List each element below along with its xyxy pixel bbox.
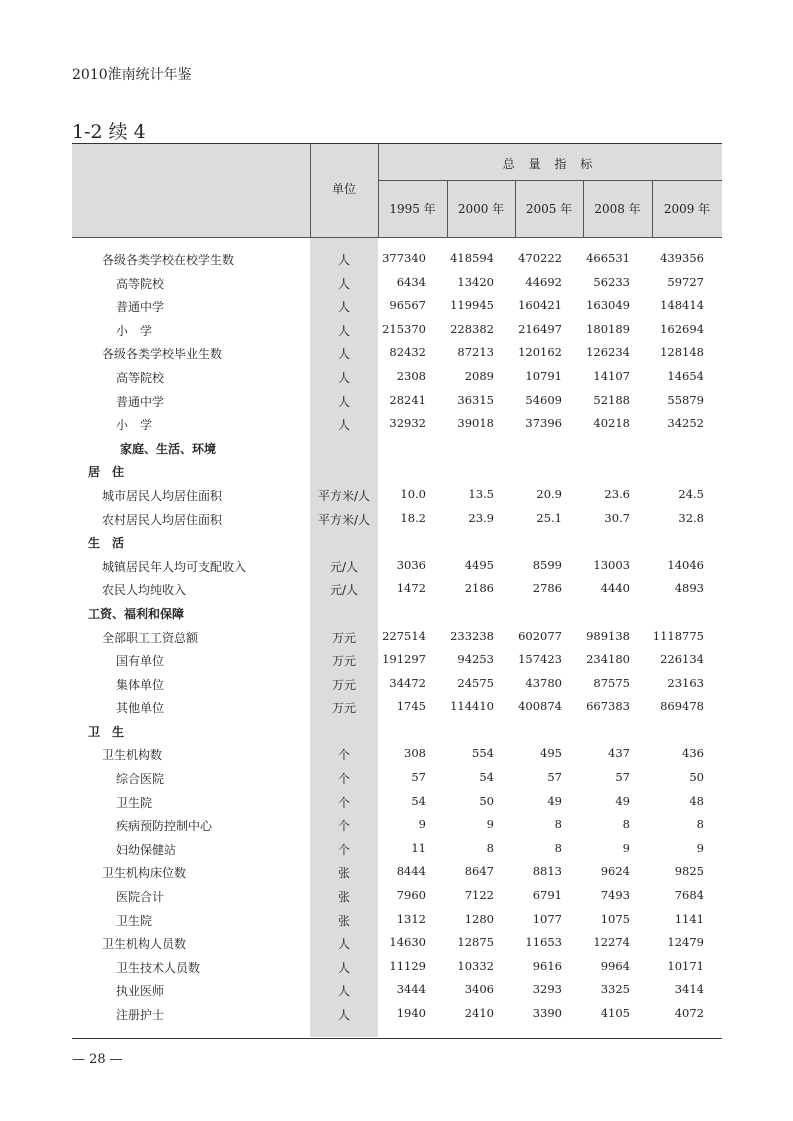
- row-unit: 人: [337, 1008, 350, 1022]
- row-label: 卫生机构床位数: [102, 866, 187, 881]
- table-row: [72, 837, 722, 861]
- cell-value: 49: [547, 793, 562, 808]
- cell-value: 400874: [518, 699, 562, 714]
- cell-value: 14654: [667, 368, 704, 383]
- row-unit: 人: [337, 370, 350, 385]
- cell-value: 10.0: [400, 486, 426, 501]
- cell-value: 227514: [382, 628, 426, 643]
- row-label: 城市居民人均居住面积: [102, 488, 223, 503]
- header-year-1995: 1995 年: [389, 202, 436, 216]
- table-row: [72, 507, 722, 531]
- cell-value: 52188: [593, 392, 630, 407]
- row-unit: 元/人: [329, 583, 359, 598]
- page-number: — 28 —: [72, 1052, 123, 1067]
- table-row: [72, 294, 722, 318]
- row-label: 普通中学: [116, 394, 165, 409]
- row-label: 综合医院: [116, 772, 165, 787]
- cell-value: 14630: [389, 935, 426, 950]
- cell-value: 23.6: [604, 486, 630, 501]
- row-label: 卫生院: [116, 913, 153, 928]
- table-row: [72, 247, 722, 271]
- header-total-indicators: 总 量 指 标: [502, 157, 598, 171]
- row-unit: 人: [337, 984, 350, 999]
- cell-value: 11653: [525, 935, 562, 950]
- row-unit: 人: [337, 253, 350, 267]
- row-label: 小 学: [116, 418, 153, 433]
- cell-value: 466531: [586, 251, 630, 265]
- row-label: 居 住: [88, 465, 125, 480]
- row-unit: 人: [337, 300, 350, 315]
- row-unit: 万元: [331, 630, 356, 645]
- table-body: [72, 247, 722, 1026]
- table-row: [72, 554, 722, 578]
- row-unit: 平方米/人: [317, 488, 371, 503]
- cell-value: 120162: [518, 345, 562, 360]
- cell-value: 602077: [518, 628, 562, 643]
- cell-value: 50: [479, 793, 494, 808]
- cell-value: 1745: [396, 699, 426, 714]
- row-unit: 平方米/人: [317, 512, 371, 527]
- table-row: [72, 908, 722, 932]
- table-row: [72, 672, 722, 696]
- cell-value: 44692: [525, 274, 562, 289]
- cell-value: 9624: [600, 864, 630, 879]
- row-unit: 人: [337, 960, 350, 975]
- table-row: [72, 577, 722, 601]
- cell-value: 114410: [450, 699, 494, 714]
- row-label: 集体单位: [116, 677, 165, 692]
- cell-value: 157423: [518, 652, 562, 667]
- cell-value: 43780: [525, 675, 562, 690]
- cell-value: 10791: [525, 368, 562, 383]
- row-label: 卫生院: [116, 795, 153, 810]
- cell-value: 87213: [457, 345, 494, 360]
- row-unit: 个: [337, 819, 350, 834]
- section-row: [72, 530, 722, 554]
- cell-value: 3036: [396, 557, 426, 572]
- cell-value: 4440: [600, 581, 630, 596]
- cell-value: 126234: [586, 345, 630, 360]
- cell-value: 7122: [464, 888, 494, 903]
- running-header: 2010淮南统计年鉴: [72, 67, 192, 83]
- row-unit: 张: [337, 866, 350, 881]
- cell-value: 57: [411, 770, 426, 785]
- cell-value: 82432: [389, 345, 426, 360]
- cell-value: 216497: [518, 321, 562, 336]
- row-unit: 人: [337, 276, 350, 291]
- row-label: 普通中学: [116, 300, 165, 315]
- cell-value: 56233: [593, 274, 630, 289]
- cell-value: 228382: [450, 321, 494, 336]
- cell-value: 9825: [674, 864, 704, 879]
- cell-value: 439356: [660, 251, 704, 265]
- cell-value: 308: [404, 746, 426, 761]
- row-unit: 张: [337, 913, 350, 928]
- table-title: 1-2 续 4: [72, 121, 146, 143]
- row-unit: 人: [337, 394, 350, 409]
- cell-value: 8647: [464, 864, 494, 879]
- cell-value: 13420: [457, 274, 494, 289]
- cell-value: 233238: [450, 628, 494, 643]
- cell-value: 25.1: [536, 510, 562, 525]
- cell-value: 9: [696, 840, 704, 855]
- cell-value: 54609: [525, 392, 562, 407]
- table-row: [72, 483, 722, 507]
- cell-value: 437: [608, 746, 630, 761]
- row-unit: 个: [337, 795, 350, 810]
- row-label: 全部职工工资总额: [102, 630, 199, 645]
- table-row: [72, 341, 722, 365]
- cell-value: 8: [554, 840, 562, 855]
- row-unit: 个: [337, 748, 350, 763]
- cell-value: 8813: [532, 864, 562, 879]
- cell-value: 3390: [532, 1006, 562, 1020]
- cell-value: 11129: [389, 958, 426, 973]
- cell-value: 8: [486, 840, 494, 855]
- cell-value: 215370: [382, 321, 426, 336]
- cell-value: 54: [479, 770, 494, 785]
- cell-value: 1312: [396, 911, 426, 926]
- row-label: 生 活: [88, 536, 125, 551]
- cell-value: 2308: [396, 368, 426, 383]
- row-unit: 万元: [331, 701, 356, 716]
- cell-value: 49: [615, 793, 630, 808]
- cell-value: 470222: [518, 251, 562, 265]
- cell-value: 50: [689, 770, 704, 785]
- cell-value: 94253: [457, 652, 494, 667]
- header-bottom-rule: [72, 237, 722, 238]
- table-row: [72, 978, 722, 1002]
- row-label: 农村居民人均居住面积: [102, 512, 223, 527]
- table-row: [72, 695, 722, 719]
- header-year-2009: 2009 年: [663, 202, 711, 216]
- header-year-2005: 2005 年: [525, 202, 573, 216]
- cell-value: 32.8: [678, 510, 704, 525]
- cell-value: 36315: [457, 392, 494, 407]
- table-row: [72, 412, 722, 436]
- cell-value: 8: [696, 817, 704, 832]
- cell-value: 7960: [396, 888, 426, 903]
- row-label: 其他单位: [116, 701, 165, 716]
- cell-value: 4495: [464, 557, 494, 572]
- cell-value: 160421: [518, 298, 562, 313]
- row-unit: 人: [337, 937, 350, 952]
- cell-value: 13003: [593, 557, 630, 572]
- cell-value: 148414: [660, 298, 704, 313]
- cell-value: 495: [540, 746, 562, 761]
- cell-value: 180189: [586, 321, 630, 336]
- row-label: 各级各类学校在校学生数: [102, 253, 235, 267]
- section-row: [72, 436, 722, 460]
- cell-value: 39018: [457, 416, 494, 431]
- row-unit: 人: [337, 323, 350, 338]
- row-label: 卫生机构人员数: [102, 937, 187, 952]
- cell-value: 1141: [674, 911, 704, 926]
- row-label: 注册护士: [116, 1008, 165, 1022]
- header-divider: [378, 180, 722, 181]
- row-label: 疾病预防控制中心: [116, 819, 213, 834]
- cell-value: 3325: [600, 982, 630, 997]
- row-unit: 万元: [331, 654, 356, 669]
- cell-value: 54: [411, 793, 426, 808]
- cell-value: 9964: [600, 958, 630, 973]
- table-row: [72, 389, 722, 413]
- table-row: [72, 884, 722, 908]
- table-row: [72, 648, 722, 672]
- cell-value: 554: [472, 746, 494, 761]
- cell-value: 34252: [667, 416, 704, 431]
- cell-value: 1472: [396, 581, 426, 596]
- cell-value: 7493: [600, 888, 630, 903]
- cell-value: 23163: [667, 675, 704, 690]
- cell-value: 8444: [396, 864, 426, 879]
- cell-value: 2186: [464, 581, 494, 596]
- cell-value: 9616: [532, 958, 562, 973]
- cell-value: 30.7: [604, 510, 630, 525]
- row-label: 妇幼保健站: [116, 842, 177, 857]
- row-label: 卫 生: [88, 724, 125, 739]
- cell-value: 8599: [532, 557, 562, 572]
- cell-value: 48: [689, 793, 704, 808]
- row-label: 城镇居民年人均可支配收入: [102, 559, 247, 574]
- cell-value: 1075: [600, 911, 630, 926]
- table-row: [72, 813, 722, 837]
- cell-value: 55879: [667, 392, 704, 407]
- cell-value: 11: [411, 840, 426, 855]
- cell-value: 667383: [586, 699, 630, 714]
- row-label: 卫生机构数: [102, 748, 163, 763]
- cell-value: 23.9: [468, 510, 494, 525]
- cell-value: 12274: [593, 935, 630, 950]
- cell-value: 34472: [389, 675, 426, 690]
- table-bottom-rule: [72, 1038, 722, 1039]
- cell-value: 3293: [532, 982, 562, 997]
- row-label: 卫生技术人员数: [116, 960, 201, 975]
- row-unit: 人: [337, 418, 350, 433]
- cell-value: 418594: [450, 251, 494, 265]
- cell-value: 3444: [396, 982, 426, 997]
- row-unit: 个: [337, 842, 350, 857]
- cell-value: 4072: [674, 1006, 704, 1020]
- cell-value: 1077: [532, 911, 562, 926]
- cell-value: 234180: [586, 652, 630, 667]
- cell-value: 87575: [593, 675, 630, 690]
- cell-value: 37396: [525, 416, 562, 431]
- row-label: 国有单位: [116, 654, 165, 669]
- header-unit: 单位: [331, 182, 356, 196]
- cell-value: 14107: [593, 368, 630, 383]
- row-label: 医院合计: [116, 890, 165, 905]
- cell-value: 3406: [464, 982, 494, 997]
- table-row: [72, 860, 722, 884]
- table-row: [72, 365, 722, 389]
- cell-value: 1280: [464, 911, 494, 926]
- cell-value: 96567: [389, 298, 426, 313]
- table-row: [72, 742, 722, 766]
- cell-value: 24575: [457, 675, 494, 690]
- header-year-2000: 2000 年: [457, 202, 505, 216]
- cell-value: 119945: [450, 298, 494, 313]
- cell-value: 14046: [667, 557, 704, 572]
- cell-value: 9: [486, 817, 494, 832]
- table-row: [72, 790, 722, 814]
- cell-value: 12875: [457, 935, 494, 950]
- row-label: 高等院校: [116, 370, 165, 385]
- row-label: 家庭、生活、环境: [120, 441, 217, 456]
- row-unit: 元/人: [329, 559, 359, 574]
- table-row: [72, 1002, 722, 1026]
- row-label: 工资、福利和保障: [88, 606, 185, 621]
- cell-value: 4105: [600, 1006, 630, 1020]
- cell-value: 9: [418, 817, 426, 832]
- table-row: [72, 271, 722, 295]
- cell-value: 162694: [660, 321, 704, 336]
- cell-value: 20.9: [536, 486, 562, 501]
- cell-value: 24.5: [678, 486, 704, 501]
- table-row: [72, 955, 722, 979]
- cell-value: 10171: [667, 958, 704, 973]
- cell-value: 18.2: [400, 510, 426, 525]
- row-unit: 人: [337, 347, 350, 362]
- cell-value: 989138: [586, 628, 630, 643]
- cell-value: 59727: [667, 274, 704, 289]
- row-label: 农民人均纯收入: [102, 583, 187, 598]
- cell-value: 2786: [532, 581, 562, 596]
- row-unit: 个: [337, 772, 350, 787]
- row-unit: 张: [337, 890, 350, 905]
- cell-value: 7684: [674, 888, 704, 903]
- cell-value: 1118775: [652, 628, 704, 643]
- cell-value: 28241: [389, 392, 426, 407]
- cell-value: 32932: [389, 416, 426, 431]
- table-top-rule: [72, 143, 722, 144]
- cell-value: 10332: [457, 958, 494, 973]
- cell-value: 6791: [532, 888, 562, 903]
- cell-value: 8: [554, 817, 562, 832]
- table-row: [72, 931, 722, 955]
- row-label: 小 学: [116, 323, 153, 338]
- cell-value: 9: [622, 840, 630, 855]
- table-row: [72, 625, 722, 649]
- cell-value: 191297: [382, 652, 426, 667]
- section-row: [72, 459, 722, 483]
- cell-value: 6434: [396, 274, 426, 289]
- row-label: 执业医师: [116, 984, 165, 999]
- table-row: [72, 318, 722, 342]
- cell-value: 1940: [396, 1006, 426, 1020]
- cell-value: 12479: [667, 935, 704, 950]
- cell-value: 13.5: [468, 486, 494, 501]
- cell-value: 163049: [586, 298, 630, 313]
- cell-value: 377340: [382, 251, 426, 265]
- cell-value: 4893: [674, 581, 704, 596]
- row-label: 高等院校: [116, 276, 165, 291]
- section-row: [72, 601, 722, 625]
- cell-value: 57: [615, 770, 630, 785]
- cell-value: 8: [622, 817, 630, 832]
- table-row: [72, 766, 722, 790]
- cell-value: 128148: [660, 345, 704, 360]
- section-row: [72, 719, 722, 743]
- header-year-2008: 2008 年: [594, 202, 641, 216]
- row-unit: 万元: [331, 677, 356, 692]
- cell-value: 2089: [464, 368, 494, 383]
- cell-value: 57: [547, 770, 562, 785]
- cell-value: 2410: [464, 1006, 494, 1020]
- cell-value: 869478: [660, 699, 704, 714]
- row-label: 各级各类学校毕业生数: [102, 347, 223, 362]
- cell-value: 40218: [593, 416, 630, 431]
- cell-value: 3414: [674, 982, 704, 997]
- cell-value: 226134: [660, 652, 704, 667]
- cell-value: 436: [682, 746, 704, 761]
